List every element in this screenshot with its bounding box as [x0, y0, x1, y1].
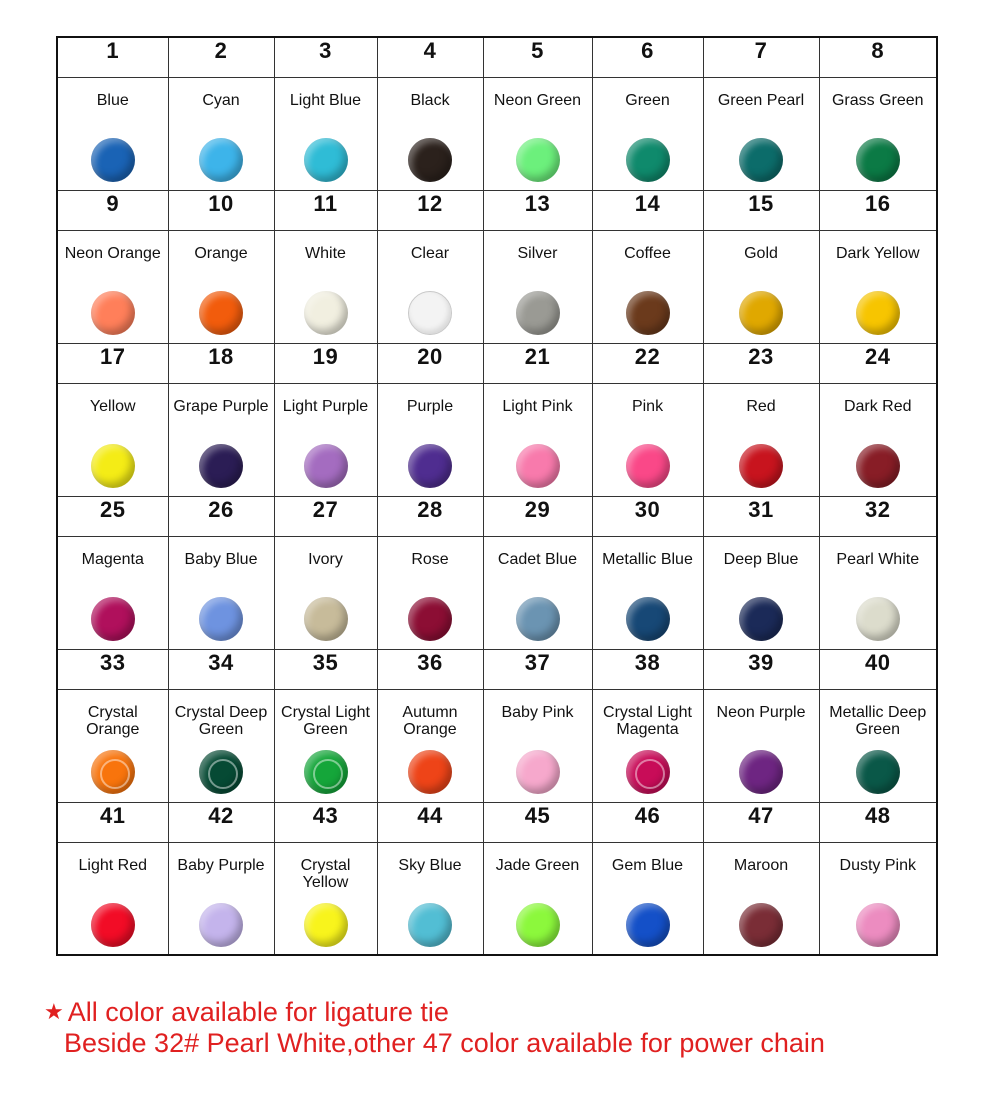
color-name: Yellow [89, 397, 136, 415]
color-cell-content [58, 78, 168, 190]
color-cell [168, 383, 274, 496]
color-swatch [91, 444, 135, 488]
color-cell [703, 689, 819, 802]
color-name: Dark Red [843, 397, 912, 415]
color-number: 32 [819, 496, 937, 536]
color-number: 11 [274, 190, 377, 230]
color-cell [703, 383, 819, 496]
color-number: 27 [274, 496, 377, 536]
color-number: 38 [592, 649, 703, 689]
color-swatch [626, 597, 670, 641]
color-number: 41 [57, 802, 168, 842]
color-name: Crystal Deep Green [174, 703, 268, 738]
color-swatch [856, 138, 900, 182]
color-cell-content [275, 843, 377, 955]
color-cell-content [704, 690, 819, 802]
color-swatch [91, 903, 135, 947]
color-name: Coffee [624, 244, 671, 262]
footnote [44, 996, 944, 1059]
color-name: Metallic Deep Green [829, 703, 927, 738]
color-cell-content [169, 690, 274, 802]
color-name: Crystal Yellow [300, 856, 351, 891]
color-number: 9 [57, 190, 168, 230]
color-swatch [516, 903, 560, 947]
color-cell-content [275, 537, 377, 649]
color-cell [592, 383, 703, 496]
color-number: 36 [377, 649, 483, 689]
color-name: Orange [194, 244, 248, 262]
color-cell-content [593, 690, 703, 802]
color-number: 1 [57, 37, 168, 77]
color-cell [274, 383, 377, 496]
color-cell-content [484, 231, 592, 343]
color-number: 4 [377, 37, 483, 77]
color-cell [592, 77, 703, 190]
color-swatch [626, 444, 670, 488]
color-swatch [856, 444, 900, 488]
color-name: Cadet Blue [497, 550, 578, 568]
number-row [57, 190, 937, 230]
number-row [57, 496, 937, 536]
color-cell-content [820, 690, 937, 802]
color-name: Rose [411, 550, 449, 568]
color-number: 30 [592, 496, 703, 536]
color-name: Magenta [81, 550, 144, 568]
color-cell [57, 536, 168, 649]
color-cell-content [275, 690, 377, 802]
star-icon: ★ [44, 999, 64, 1024]
swatch-row [57, 230, 937, 343]
color-name: Green Pearl [717, 91, 805, 109]
color-number: 6 [592, 37, 703, 77]
color-cell [703, 536, 819, 649]
color-swatch [304, 291, 348, 335]
color-name: Cyan [202, 91, 240, 109]
color-name: Red [746, 397, 776, 415]
color-cell-content [275, 78, 377, 190]
color-cell [592, 842, 703, 955]
color-name: Neon Orange [64, 244, 161, 262]
color-name: Pink [631, 397, 664, 415]
color-cell-content [169, 384, 274, 496]
color-swatch [408, 903, 452, 947]
color-swatch [91, 597, 135, 641]
number-row [57, 649, 937, 689]
color-swatch [739, 291, 783, 335]
color-cell-content [378, 384, 483, 496]
color-name: Jade Green [495, 856, 580, 874]
color-swatch [304, 750, 348, 794]
color-cell [57, 77, 168, 190]
color-name: Green [625, 91, 670, 109]
color-cell-content [58, 537, 168, 649]
color-number: 23 [703, 343, 819, 383]
color-number: 46 [592, 802, 703, 842]
color-cell-content [820, 537, 937, 649]
color-name: Crystal Light Magenta [603, 703, 692, 738]
color-cell-content [704, 231, 819, 343]
color-chart-table [56, 36, 938, 956]
color-swatch [408, 291, 452, 335]
color-cell [57, 842, 168, 955]
color-cell [483, 77, 592, 190]
color-name: Ivory [308, 550, 343, 568]
color-swatch [304, 444, 348, 488]
color-number: 31 [703, 496, 819, 536]
color-number: 45 [483, 802, 592, 842]
color-name: Maroon [733, 856, 789, 874]
color-name: Gem Blue [611, 856, 684, 874]
color-number: 47 [703, 802, 819, 842]
color-name: Metallic Blue [602, 550, 693, 568]
color-swatch [199, 903, 243, 947]
color-name: Silver [517, 244, 558, 262]
color-number: 10 [168, 190, 274, 230]
color-cell-content [378, 537, 483, 649]
color-number: 20 [377, 343, 483, 383]
color-cell-content [820, 78, 937, 190]
color-swatch [199, 138, 243, 182]
number-row [57, 343, 937, 383]
color-cell-content [704, 384, 819, 496]
color-cell [168, 77, 274, 190]
color-swatch [516, 750, 560, 794]
color-swatch [91, 138, 135, 182]
color-swatch [408, 138, 452, 182]
color-number: 15 [703, 190, 819, 230]
color-number: 37 [483, 649, 592, 689]
color-swatch [516, 597, 560, 641]
color-number: 35 [274, 649, 377, 689]
color-cell-content [484, 690, 592, 802]
color-number: 13 [483, 190, 592, 230]
color-swatch [304, 138, 348, 182]
swatch-row [57, 383, 937, 496]
color-name: Dusty Pink [839, 856, 916, 874]
color-number: 7 [703, 37, 819, 77]
color-number: 34 [168, 649, 274, 689]
color-swatch [856, 903, 900, 947]
color-number: 42 [168, 802, 274, 842]
color-name: Neon Purple [716, 703, 806, 721]
color-name: Blue [96, 91, 129, 109]
color-cell [592, 536, 703, 649]
color-cell [274, 230, 377, 343]
color-name: Light Purple [282, 397, 369, 415]
color-cell-content [484, 384, 592, 496]
footnote-line-2: Beside 32# Pearl White,other 47 color available for power chain [64, 1028, 825, 1058]
color-number: 12 [377, 190, 483, 230]
color-name: Light Pink [502, 397, 573, 415]
color-name: Purple [406, 397, 454, 415]
color-swatch [739, 750, 783, 794]
color-number: 28 [377, 496, 483, 536]
color-name: Grass Green [831, 91, 924, 109]
color-cell-content [169, 78, 274, 190]
color-number: 29 [483, 496, 592, 536]
color-swatch [739, 444, 783, 488]
color-cell-content [169, 843, 274, 955]
color-number: 24 [819, 343, 937, 383]
color-cell-content [169, 231, 274, 343]
color-number: 25 [57, 496, 168, 536]
color-swatch [739, 138, 783, 182]
color-cell-content [820, 843, 937, 955]
color-swatch [91, 291, 135, 335]
color-swatch [626, 903, 670, 947]
color-cell-content [58, 843, 168, 955]
color-name: Crystal Orange [86, 703, 140, 738]
color-number: 3 [274, 37, 377, 77]
color-cell-content [169, 537, 274, 649]
color-cell [703, 842, 819, 955]
color-number: 39 [703, 649, 819, 689]
swatch-row [57, 689, 937, 802]
color-cell-content [704, 843, 819, 955]
color-cell-content [58, 384, 168, 496]
color-name: Baby Blue [184, 550, 258, 568]
color-name: Clear [410, 244, 450, 262]
color-chart-body [57, 37, 937, 955]
color-swatch [856, 597, 900, 641]
color-number: 14 [592, 190, 703, 230]
color-name: Gold [744, 244, 778, 262]
color-cell [483, 230, 592, 343]
color-cell-content [593, 384, 703, 496]
color-swatch [199, 444, 243, 488]
color-cell [57, 230, 168, 343]
color-cell [592, 230, 703, 343]
color-name: Neon Green [493, 91, 582, 109]
color-number: 22 [592, 343, 703, 383]
color-swatch [408, 597, 452, 641]
color-cell [274, 689, 377, 802]
swatch-row [57, 536, 937, 649]
color-swatch [739, 597, 783, 641]
color-cell [274, 77, 377, 190]
color-cell [703, 230, 819, 343]
color-swatch [516, 444, 560, 488]
color-cell-content [378, 843, 483, 955]
color-cell-content [378, 690, 483, 802]
color-number: 33 [57, 649, 168, 689]
color-number: 48 [819, 802, 937, 842]
color-cell [819, 536, 937, 649]
color-name: Black [410, 91, 450, 109]
color-name: Sky Blue [398, 856, 462, 874]
color-cell-content [378, 231, 483, 343]
color-cell [483, 842, 592, 955]
color-cell [377, 230, 483, 343]
color-cell-content [593, 78, 703, 190]
color-cell-content [378, 78, 483, 190]
color-cell [703, 77, 819, 190]
color-number: 44 [377, 802, 483, 842]
color-cell-content [593, 231, 703, 343]
color-swatch [516, 138, 560, 182]
color-name: Dark Yellow [835, 244, 920, 262]
color-number: 43 [274, 802, 377, 842]
color-name: Autumn Orange [402, 703, 458, 738]
color-number: 19 [274, 343, 377, 383]
color-cell-content [275, 384, 377, 496]
color-number: 18 [168, 343, 274, 383]
color-swatch [739, 903, 783, 947]
color-cell-content [593, 537, 703, 649]
color-number: 2 [168, 37, 274, 77]
color-cell-content [484, 537, 592, 649]
color-name: Light Red [78, 856, 147, 874]
color-cell [168, 230, 274, 343]
color-swatch [199, 750, 243, 794]
color-name: Light Blue [289, 91, 362, 109]
color-cell [819, 230, 937, 343]
color-cell [274, 536, 377, 649]
color-swatch [199, 597, 243, 641]
swatch-row [57, 77, 937, 190]
color-cell-content [484, 843, 592, 955]
color-cell-content [704, 78, 819, 190]
color-cell [377, 842, 483, 955]
color-cell [57, 689, 168, 802]
color-cell [377, 689, 483, 802]
swatch-row [57, 842, 937, 955]
color-cell-content [275, 231, 377, 343]
number-row [57, 37, 937, 77]
color-cell-content [58, 690, 168, 802]
color-cell [168, 842, 274, 955]
color-cell-content [820, 231, 937, 343]
color-number: 16 [819, 190, 937, 230]
color-cell [819, 77, 937, 190]
color-cell [57, 383, 168, 496]
color-cell [819, 689, 937, 802]
color-number: 40 [819, 649, 937, 689]
color-cell [377, 383, 483, 496]
color-cell [819, 842, 937, 955]
color-number: 26 [168, 496, 274, 536]
color-name: Baby Purple [177, 856, 265, 874]
color-swatch [304, 903, 348, 947]
color-swatch [408, 444, 452, 488]
color-cell [168, 689, 274, 802]
color-cell [592, 689, 703, 802]
color-name: Pearl White [836, 550, 920, 568]
color-swatch [304, 597, 348, 641]
color-number: 8 [819, 37, 937, 77]
color-cell [483, 689, 592, 802]
color-cell [377, 536, 483, 649]
color-cell-content [704, 537, 819, 649]
color-cell-content [58, 231, 168, 343]
color-number: 5 [483, 37, 592, 77]
color-swatch [626, 750, 670, 794]
color-swatch [91, 750, 135, 794]
color-cell [168, 536, 274, 649]
color-swatch [516, 291, 560, 335]
color-swatch [626, 138, 670, 182]
color-cell-content [484, 78, 592, 190]
number-row [57, 802, 937, 842]
color-swatch [626, 291, 670, 335]
color-name: Grape Purple [173, 397, 269, 415]
color-number: 17 [57, 343, 168, 383]
color-swatch [408, 750, 452, 794]
color-number: 21 [483, 343, 592, 383]
color-cell [274, 842, 377, 955]
footnote-line-1 [44, 996, 944, 1028]
color-name: Deep Blue [723, 550, 799, 568]
color-swatch [856, 291, 900, 335]
color-cell-content [820, 384, 937, 496]
color-swatch [199, 291, 243, 335]
color-swatch [856, 750, 900, 794]
color-cell [483, 536, 592, 649]
color-name: Crystal Light Green [281, 703, 370, 738]
color-name: White [305, 244, 346, 262]
color-cell [819, 383, 937, 496]
color-name: Baby Pink [501, 703, 574, 721]
footnote-text-1: All color available for ligature tie [67, 997, 449, 1027]
color-cell [377, 77, 483, 190]
color-cell-content [593, 843, 703, 955]
color-cell [483, 383, 592, 496]
